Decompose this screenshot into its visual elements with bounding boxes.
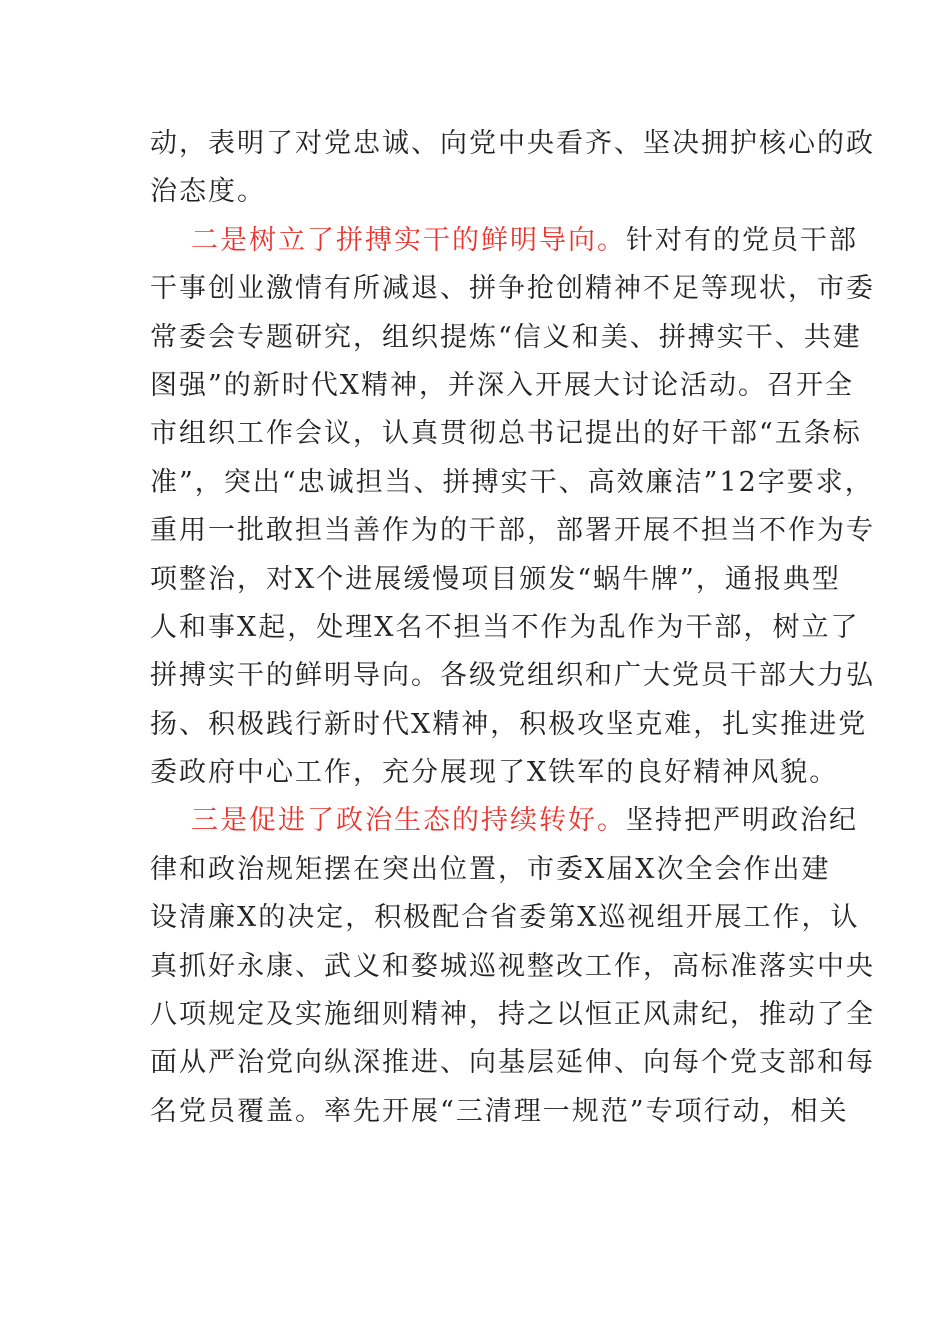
paragraph-line: 动，表明了对党忠诚、向党中央看齐、坚决拥护核心的政: [150, 128, 875, 159]
paragraph-line: 律和政治规矩摆在突出位置，市委X届X次全会作出建: [150, 853, 831, 885]
paragraph-first-line: [150, 217, 858, 265]
section-heading: 三是促进了政治生态的持续转好。: [191, 805, 626, 837]
paragraph-line: 面从严治党向纵深推进、向基层延伸、向每个党支部和每: [150, 1047, 875, 1079]
paragraph-text: 坚持把严明政治纪: [626, 805, 858, 837]
paragraph-line: 扬、积极践行新时代X精神，积极攻坚克难，扎实推进党: [150, 708, 868, 740]
paragraph-line: 干事创业激情有所减退、拼争抢创精神不足等现状，市委: [150, 273, 875, 305]
paragraph-line: 名党员覆盖。率先开展“三清理一规范”专项行动，相关: [150, 1095, 849, 1127]
paragraph-line: 重用一批敢担当善作为的干部，部署开展不担当不作为专: [150, 515, 875, 547]
paragraph-first-line: [150, 797, 858, 845]
paragraph-text: 针对有的党员干部: [626, 224, 858, 256]
paragraph-line: 治态度。: [150, 176, 266, 208]
paragraph-line: 准”，突出“忠诚担当、拼搏实干、高效廉洁”12字要求，: [150, 466, 874, 498]
paragraph-line: 设清廉X的决定，积极配合省委第X巡视组开展工作，认: [150, 902, 860, 934]
section-heading: 二是树立了拼搏实干的鲜明导向。: [191, 224, 626, 256]
body-text: [150, 120, 875, 1136]
paragraph-line: 委政府中心工作，充分展现了X铁军的良好精神风貌。: [150, 757, 839, 789]
paragraph-line: 真抓好永康、武义和婺城巡视整改工作，高标准落实中央: [150, 950, 875, 982]
paragraph-line: 项整治，对X个进展缓慢项目颁发“蜗牛牌”，通报典型: [150, 563, 841, 595]
paragraph-line: 市组织工作会议，认真贯彻总书记提出的好干部“五条标: [150, 418, 862, 450]
paragraph-line: 人和事X起，处理X名不担当不作为乱作为干部，树立了: [150, 611, 860, 643]
paragraph-line: 常委会专题研究，组织提炼“信义和美、拼搏实干、共建: [150, 321, 862, 353]
paragraph-line: 图强”的新时代X精神，并深入开展大讨论活动。召开全: [150, 369, 855, 401]
paragraph-line: 拼搏实干的鲜明导向。各级党组织和广大党员干部大力弘: [150, 660, 875, 692]
paragraph-line: 八项规定及实施细则精神，持之以恒正风肃纪，推动了全: [150, 999, 875, 1031]
